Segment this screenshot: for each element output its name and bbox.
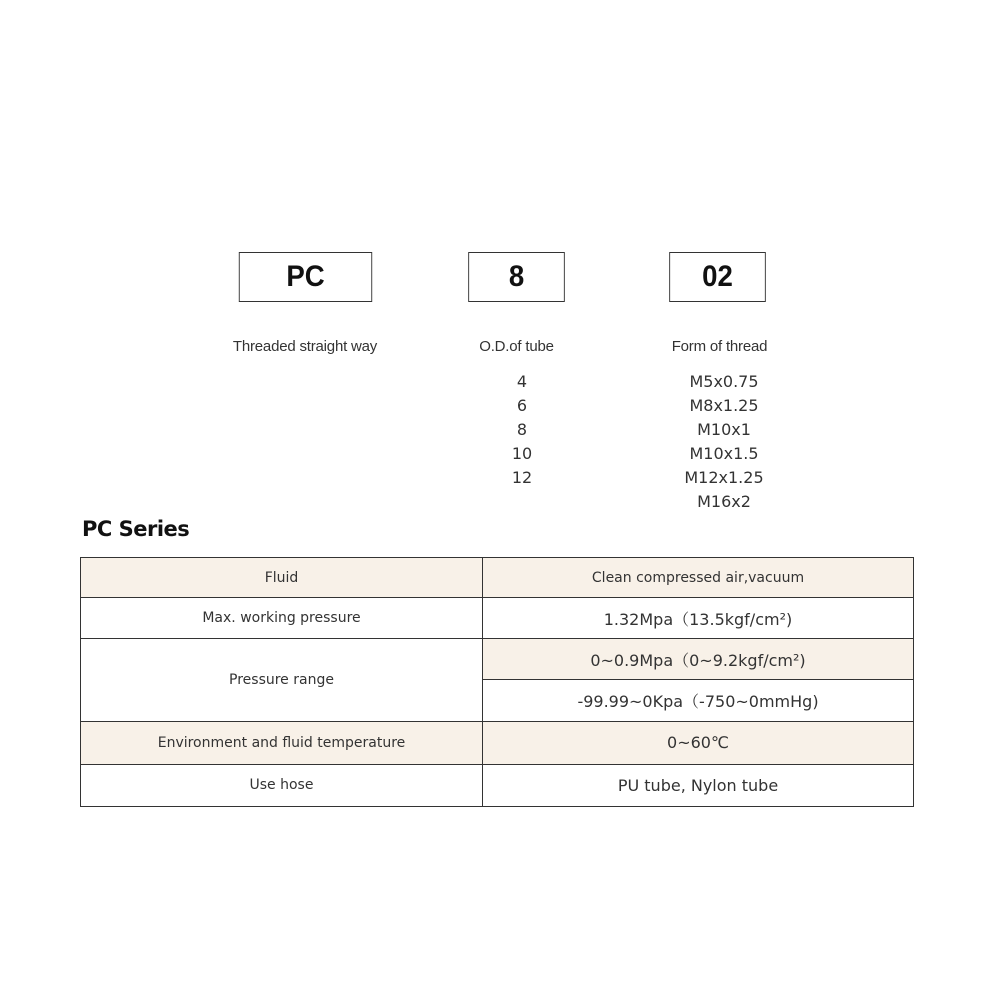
series-code-box: PC: [239, 252, 372, 302]
table-row: [81, 598, 914, 639]
tube-size-option: 12: [511, 468, 533, 487]
tube-size-option: 10: [511, 444, 533, 463]
fluid-label: Fluid: [81, 558, 483, 598]
thread-code-box: 02: [669, 252, 766, 302]
thread-option: M16x2: [697, 492, 751, 511]
pressure-range-value: 0~0.9Mpa（0~9.2kgf/cm²): [483, 639, 914, 680]
max-pressure-value: 1.32Mpa（13.5kgf/cm²): [483, 598, 914, 639]
fluid-value: Clean compressed air,vacuum: [483, 558, 914, 598]
temperature-value: 0~60℃: [483, 721, 914, 764]
thread-option: M12x1.25: [684, 468, 764, 487]
table-row: [81, 639, 914, 680]
series-title: PC Series: [82, 517, 190, 541]
thread-option: M10x1: [697, 420, 751, 439]
tube-size-option: 6: [516, 396, 528, 415]
thread-list: [664, 370, 784, 514]
hose-value: PU tube, Nylon tube: [483, 764, 914, 806]
pressure-range-label: Pressure range: [81, 639, 483, 721]
tube-size-option: 4: [516, 372, 528, 391]
tube-size-code-box: 8: [468, 252, 565, 302]
thread-option: M5x0.75: [689, 372, 759, 391]
thread-form-label: Form of thread: [671, 338, 768, 355]
table-row: [81, 721, 914, 764]
tube-size-option: 8: [516, 420, 528, 439]
thread-option: M10x1.5: [689, 444, 759, 463]
max-pressure-label: Max. working pressure: [81, 598, 483, 639]
vacuum-range-value: -99.99~0Kpa（-750~0mmHg): [483, 680, 914, 721]
tube-size-label: O.D.of tube: [479, 338, 554, 355]
thread-option: M8x1.25: [689, 396, 759, 415]
hose-label: Use hose: [81, 764, 483, 806]
spec-table: [80, 557, 914, 807]
tube-size-list: [492, 370, 552, 490]
table-row: [81, 558, 914, 598]
table-row: [81, 764, 914, 806]
temperature-label: Environment and fluid temperature: [81, 721, 483, 764]
series-code-label: Threaded straight way: [232, 338, 378, 355]
